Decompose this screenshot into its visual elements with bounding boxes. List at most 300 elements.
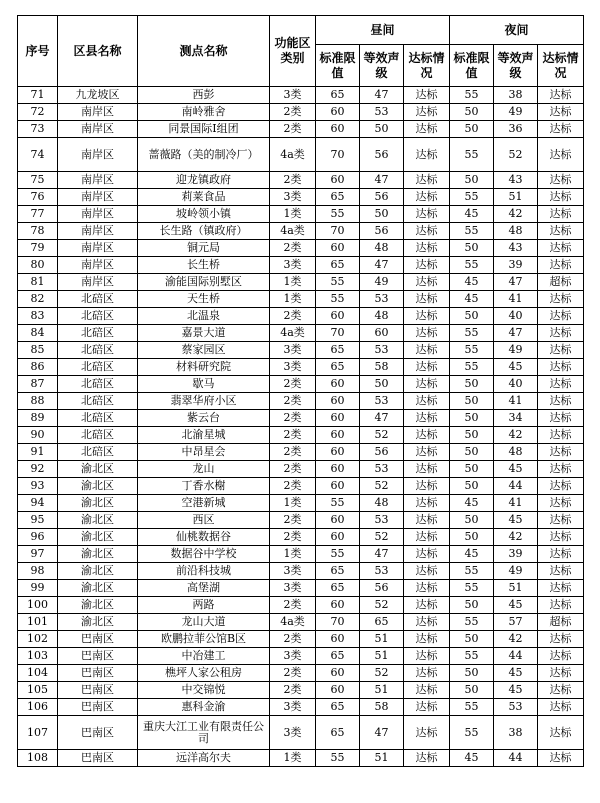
cell-site-name: 樵坪人家公租房 — [138, 665, 270, 682]
cell-night-limit: 50 — [450, 529, 494, 546]
cell-night-level: 36 — [494, 121, 538, 138]
cell-day-limit: 60 — [316, 410, 360, 427]
cell-day-status: 达标 — [404, 512, 450, 529]
cell-site-name: 数据谷中学校 — [138, 546, 270, 563]
cell-day-level: 52 — [360, 478, 404, 495]
table-row — [18, 512, 584, 529]
cell-day-level: 53 — [360, 461, 404, 478]
cell-district: 南岸区 — [58, 274, 138, 291]
cell-day-status: 达标 — [404, 648, 450, 665]
cell-function-zone: 2类 — [270, 529, 316, 546]
cell-day-limit: 55 — [316, 546, 360, 563]
cell-site-name: 北温泉 — [138, 308, 270, 325]
cell-night-status: 达标 — [538, 393, 584, 410]
cell-site-name: 长生路（镇政府） — [138, 223, 270, 240]
cell-day-limit: 65 — [316, 716, 360, 750]
cell-night-status: 达标 — [538, 699, 584, 716]
cell-site-name: 同景国际Ⅰ组团 — [138, 121, 270, 138]
table-row — [18, 121, 584, 138]
cell-day-limit: 55 — [316, 206, 360, 223]
cell-site-name: 嘉景大道 — [138, 325, 270, 342]
cell-serial-no: 76 — [18, 189, 58, 206]
table-row — [18, 427, 584, 444]
table-row — [18, 376, 584, 393]
cell-day-limit: 55 — [316, 291, 360, 308]
cell-night-limit: 50 — [450, 121, 494, 138]
cell-site-name: 欧鹏拉菲公馆B区 — [138, 631, 270, 648]
cell-day-status: 达标 — [404, 121, 450, 138]
cell-serial-no: 89 — [18, 410, 58, 427]
cell-day-status: 达标 — [404, 665, 450, 682]
cell-night-limit: 50 — [450, 393, 494, 410]
cell-serial-no: 101 — [18, 614, 58, 631]
cell-night-status: 达标 — [538, 495, 584, 512]
cell-serial-no: 98 — [18, 563, 58, 580]
cell-night-limit: 55 — [450, 614, 494, 631]
cell-site-name: 惠科金渝 — [138, 699, 270, 716]
cell-night-limit: 45 — [450, 291, 494, 308]
cell-night-status: 达标 — [538, 240, 584, 257]
table-row — [18, 529, 584, 546]
cell-site-name: 天生桥 — [138, 291, 270, 308]
cell-day-limit: 60 — [316, 104, 360, 121]
cell-day-status: 达标 — [404, 342, 450, 359]
table-row — [18, 563, 584, 580]
cell-function-zone: 2类 — [270, 427, 316, 444]
cell-site-name: 材料研究院 — [138, 359, 270, 376]
cell-night-status: 达标 — [538, 291, 584, 308]
cell-day-level: 51 — [360, 682, 404, 699]
cell-day-limit: 65 — [316, 699, 360, 716]
cell-day-status: 达标 — [404, 750, 450, 767]
cell-site-name: 蔡家园区 — [138, 342, 270, 359]
cell-function-zone: 2类 — [270, 597, 316, 614]
cell-night-status: 达标 — [538, 563, 584, 580]
noise-monitoring-table — [17, 15, 584, 767]
cell-district: 北碚区 — [58, 359, 138, 376]
cell-night-level: 38 — [494, 716, 538, 750]
cell-district: 南岸区 — [58, 240, 138, 257]
cell-function-zone: 3类 — [270, 189, 316, 206]
cell-district: 南岸区 — [58, 206, 138, 223]
cell-serial-no: 103 — [18, 648, 58, 665]
table-row — [18, 172, 584, 189]
table-row — [18, 291, 584, 308]
cell-day-status: 达标 — [404, 257, 450, 274]
header-daytime: 昼间 — [316, 16, 450, 45]
cell-serial-no: 92 — [18, 461, 58, 478]
cell-function-zone: 2类 — [270, 308, 316, 325]
cell-site-name: 西彭 — [138, 87, 270, 104]
cell-serial-no: 73 — [18, 121, 58, 138]
cell-day-level: 56 — [360, 444, 404, 461]
cell-function-zone: 1类 — [270, 206, 316, 223]
table-row — [18, 87, 584, 104]
cell-district: 渝北区 — [58, 597, 138, 614]
cell-site-name: 高堡湖 — [138, 580, 270, 597]
cell-night-status: 达标 — [538, 206, 584, 223]
cell-day-limit: 60 — [316, 427, 360, 444]
cell-district: 南岸区 — [58, 104, 138, 121]
cell-night-level: 47 — [494, 325, 538, 342]
cell-day-level: 56 — [360, 580, 404, 597]
cell-site-name: 龙山大道 — [138, 614, 270, 631]
cell-night-level: 53 — [494, 699, 538, 716]
cell-day-level: 48 — [360, 308, 404, 325]
cell-night-status: 达标 — [538, 631, 584, 648]
cell-function-zone: 1类 — [270, 750, 316, 767]
cell-serial-no: 77 — [18, 206, 58, 223]
cell-night-limit: 55 — [450, 699, 494, 716]
cell-district: 北碚区 — [58, 427, 138, 444]
cell-night-level: 41 — [494, 393, 538, 410]
cell-district: 巴南区 — [58, 665, 138, 682]
cell-night-limit: 45 — [450, 546, 494, 563]
cell-day-status: 达标 — [404, 461, 450, 478]
cell-day-level: 53 — [360, 393, 404, 410]
cell-day-status: 达标 — [404, 87, 450, 104]
cell-night-status: 达标 — [538, 172, 584, 189]
cell-day-level: 52 — [360, 427, 404, 444]
cell-function-zone: 1类 — [270, 291, 316, 308]
cell-district: 南岸区 — [58, 121, 138, 138]
cell-night-limit: 45 — [450, 495, 494, 512]
cell-night-limit: 50 — [450, 308, 494, 325]
cell-site-name: 铜元局 — [138, 240, 270, 257]
cell-site-name: 龙山 — [138, 461, 270, 478]
cell-night-limit: 55 — [450, 189, 494, 206]
table-row — [18, 393, 584, 410]
table-row — [18, 240, 584, 257]
cell-day-limit: 60 — [316, 376, 360, 393]
cell-district: 巴南区 — [58, 631, 138, 648]
cell-night-limit: 50 — [450, 240, 494, 257]
cell-night-level: 45 — [494, 512, 538, 529]
cell-district: 渝北区 — [58, 478, 138, 495]
cell-site-name: 蔷薇路（美的制冷厂） — [138, 138, 270, 172]
cell-night-status: 达标 — [538, 359, 584, 376]
cell-day-level: 47 — [360, 546, 404, 563]
cell-day-status: 达标 — [404, 393, 450, 410]
cell-night-level: 45 — [494, 682, 538, 699]
cell-day-status: 达标 — [404, 138, 450, 172]
cell-site-name: 南岭雅舍 — [138, 104, 270, 121]
cell-site-name: 前沿科技城 — [138, 563, 270, 580]
cell-night-status: 达标 — [538, 342, 584, 359]
table-row — [18, 206, 584, 223]
cell-function-zone: 2类 — [270, 393, 316, 410]
cell-day-status: 达标 — [404, 240, 450, 257]
cell-site-name: 仙桃数据谷 — [138, 529, 270, 546]
cell-function-zone: 4a类 — [270, 325, 316, 342]
cell-night-limit: 45 — [450, 750, 494, 767]
cell-night-level: 51 — [494, 189, 538, 206]
cell-day-level: 52 — [360, 597, 404, 614]
cell-day-status: 达标 — [404, 410, 450, 427]
cell-district: 巴南区 — [58, 648, 138, 665]
cell-district: 九龙坡区 — [58, 87, 138, 104]
cell-night-status: 达标 — [538, 376, 584, 393]
cell-district: 渝北区 — [58, 495, 138, 512]
cell-function-zone: 1类 — [270, 274, 316, 291]
cell-night-status: 达标 — [538, 716, 584, 750]
table-row — [18, 478, 584, 495]
cell-night-status: 达标 — [538, 580, 584, 597]
cell-night-level: 34 — [494, 410, 538, 427]
cell-night-status: 达标 — [538, 308, 584, 325]
cell-site-name: 迎龙镇政府 — [138, 172, 270, 189]
cell-day-limit: 65 — [316, 87, 360, 104]
cell-night-level: 40 — [494, 308, 538, 325]
table-row — [18, 342, 584, 359]
cell-serial-no: 86 — [18, 359, 58, 376]
table-row — [18, 614, 584, 631]
cell-day-limit: 55 — [316, 274, 360, 291]
cell-serial-no: 108 — [18, 750, 58, 767]
cell-day-limit: 60 — [316, 121, 360, 138]
cell-night-level: 41 — [494, 291, 538, 308]
cell-site-name: 长生桥 — [138, 257, 270, 274]
cell-night-status: 达标 — [538, 325, 584, 342]
cell-serial-no: 72 — [18, 104, 58, 121]
cell-day-limit: 60 — [316, 172, 360, 189]
cell-serial-no: 84 — [18, 325, 58, 342]
cell-night-level: 45 — [494, 359, 538, 376]
cell-district: 北碚区 — [58, 444, 138, 461]
cell-day-limit: 65 — [316, 580, 360, 597]
cell-day-limit: 65 — [316, 563, 360, 580]
cell-night-level: 42 — [494, 206, 538, 223]
cell-day-level: 56 — [360, 189, 404, 206]
cell-day-limit: 60 — [316, 393, 360, 410]
cell-serial-no: 104 — [18, 665, 58, 682]
cell-day-limit: 60 — [316, 597, 360, 614]
table-row — [18, 359, 584, 376]
cell-site-name: 远洋高尔夫 — [138, 750, 270, 767]
cell-night-level: 41 — [494, 495, 538, 512]
cell-district: 渝北区 — [58, 461, 138, 478]
cell-site-name: 渝能国际别墅区 — [138, 274, 270, 291]
cell-night-status: 达标 — [538, 512, 584, 529]
cell-night-limit: 50 — [450, 682, 494, 699]
table-row — [18, 444, 584, 461]
cell-district: 渝北区 — [58, 529, 138, 546]
cell-night-level: 45 — [494, 597, 538, 614]
cell-day-limit: 60 — [316, 682, 360, 699]
header-nighttime: 夜间 — [450, 16, 584, 45]
table-row — [18, 189, 584, 206]
cell-serial-no: 81 — [18, 274, 58, 291]
cell-night-level: 42 — [494, 427, 538, 444]
cell-day-status: 达标 — [404, 682, 450, 699]
cell-day-status: 达标 — [404, 597, 450, 614]
cell-day-status: 达标 — [404, 716, 450, 750]
cell-day-status: 达标 — [404, 325, 450, 342]
cell-function-zone: 2类 — [270, 240, 316, 257]
cell-night-limit: 55 — [450, 648, 494, 665]
cell-night-limit: 55 — [450, 342, 494, 359]
cell-serial-no: 97 — [18, 546, 58, 563]
cell-night-limit: 55 — [450, 223, 494, 240]
cell-serial-no: 78 — [18, 223, 58, 240]
cell-day-status: 达标 — [404, 563, 450, 580]
cell-night-status: 达标 — [538, 121, 584, 138]
cell-district: 南岸区 — [58, 257, 138, 274]
header-night-limit: 标准限值 — [450, 45, 494, 87]
cell-night-status: 达标 — [538, 750, 584, 767]
table-row — [18, 665, 584, 682]
cell-night-limit: 50 — [450, 427, 494, 444]
cell-district: 北碚区 — [58, 376, 138, 393]
cell-serial-no: 79 — [18, 240, 58, 257]
cell-day-level: 53 — [360, 512, 404, 529]
cell-night-level: 40 — [494, 376, 538, 393]
cell-night-limit: 55 — [450, 257, 494, 274]
table-row — [18, 104, 584, 121]
cell-function-zone: 2类 — [270, 478, 316, 495]
table-row — [18, 631, 584, 648]
cell-day-limit: 60 — [316, 665, 360, 682]
cell-function-zone: 2类 — [270, 410, 316, 427]
cell-day-limit: 65 — [316, 189, 360, 206]
cell-night-level: 48 — [494, 444, 538, 461]
cell-day-level: 53 — [360, 563, 404, 580]
cell-serial-no: 102 — [18, 631, 58, 648]
cell-site-name: 歇马 — [138, 376, 270, 393]
table-row — [18, 699, 584, 716]
table-header — [18, 16, 584, 87]
header-serial-no: 序号 — [18, 16, 58, 87]
cell-night-limit: 45 — [450, 206, 494, 223]
cell-night-status: 达标 — [538, 257, 584, 274]
table-row — [18, 257, 584, 274]
cell-night-status: 达标 — [538, 597, 584, 614]
cell-night-status: 达标 — [538, 138, 584, 172]
cell-serial-no: 74 — [18, 138, 58, 172]
cell-function-zone: 3类 — [270, 699, 316, 716]
cell-day-limit: 60 — [316, 631, 360, 648]
cell-district: 北碚区 — [58, 325, 138, 342]
cell-day-status: 达标 — [404, 699, 450, 716]
cell-day-limit: 70 — [316, 614, 360, 631]
cell-district: 巴南区 — [58, 682, 138, 699]
cell-day-level: 52 — [360, 665, 404, 682]
cell-serial-no: 99 — [18, 580, 58, 597]
cell-serial-no: 91 — [18, 444, 58, 461]
cell-function-zone: 2类 — [270, 682, 316, 699]
cell-day-level: 53 — [360, 104, 404, 121]
table-row — [18, 580, 584, 597]
cell-function-zone: 2类 — [270, 631, 316, 648]
cell-night-limit: 55 — [450, 87, 494, 104]
cell-day-status: 达标 — [404, 308, 450, 325]
cell-day-status: 达标 — [404, 580, 450, 597]
cell-site-name: 紫云台 — [138, 410, 270, 427]
table-row — [18, 410, 584, 427]
cell-serial-no: 90 — [18, 427, 58, 444]
cell-night-status: 达标 — [538, 665, 584, 682]
cell-day-level: 47 — [360, 257, 404, 274]
cell-function-zone: 2类 — [270, 376, 316, 393]
cell-site-name: 莉莱食品 — [138, 189, 270, 206]
cell-day-level: 48 — [360, 495, 404, 512]
table-row — [18, 546, 584, 563]
cell-serial-no: 95 — [18, 512, 58, 529]
cell-night-level: 43 — [494, 172, 538, 189]
cell-day-status: 达标 — [404, 359, 450, 376]
cell-day-level: 51 — [360, 648, 404, 665]
cell-night-status: 达标 — [538, 189, 584, 206]
cell-day-level: 56 — [360, 223, 404, 240]
cell-district: 渝北区 — [58, 614, 138, 631]
cell-serial-no: 100 — [18, 597, 58, 614]
cell-night-limit: 55 — [450, 325, 494, 342]
cell-site-name: 中昂星会 — [138, 444, 270, 461]
cell-night-status: 达标 — [538, 648, 584, 665]
cell-night-limit: 50 — [450, 597, 494, 614]
cell-night-limit: 45 — [450, 274, 494, 291]
cell-district: 巴南区 — [58, 716, 138, 750]
cell-serial-no: 88 — [18, 393, 58, 410]
cell-district: 北碚区 — [58, 410, 138, 427]
header-night-status: 达标情况 — [538, 45, 584, 87]
cell-day-status: 达标 — [404, 206, 450, 223]
cell-day-limit: 65 — [316, 648, 360, 665]
cell-day-level: 49 — [360, 274, 404, 291]
cell-day-status: 达标 — [404, 189, 450, 206]
table-body — [18, 87, 584, 767]
cell-night-limit: 55 — [450, 359, 494, 376]
cell-day-status: 达标 — [404, 495, 450, 512]
cell-site-name: 空港新城 — [138, 495, 270, 512]
cell-site-name: 北渝星城 — [138, 427, 270, 444]
cell-district: 北碚区 — [58, 291, 138, 308]
cell-night-limit: 55 — [450, 563, 494, 580]
cell-day-level: 47 — [360, 172, 404, 189]
cell-district: 渝北区 — [58, 546, 138, 563]
cell-night-status: 达标 — [538, 682, 584, 699]
cell-day-level: 51 — [360, 750, 404, 767]
cell-function-zone: 3类 — [270, 648, 316, 665]
cell-night-status: 达标 — [538, 478, 584, 495]
cell-serial-no: 75 — [18, 172, 58, 189]
cell-function-zone: 2类 — [270, 665, 316, 682]
cell-site-name: 两路 — [138, 597, 270, 614]
cell-serial-no: 82 — [18, 291, 58, 308]
cell-night-limit: 55 — [450, 580, 494, 597]
cell-day-level: 47 — [360, 410, 404, 427]
cell-day-limit: 70 — [316, 138, 360, 172]
table-row — [18, 716, 584, 750]
header-day-level: 等效声级 — [360, 45, 404, 87]
cell-night-limit: 55 — [450, 716, 494, 750]
cell-night-level: 42 — [494, 631, 538, 648]
cell-night-limit: 50 — [450, 444, 494, 461]
cell-day-status: 达标 — [404, 376, 450, 393]
cell-night-status: 超标 — [538, 274, 584, 291]
cell-day-status: 达标 — [404, 546, 450, 563]
cell-day-level: 52 — [360, 529, 404, 546]
cell-function-zone: 3类 — [270, 359, 316, 376]
cell-site-name: 中交锦悦 — [138, 682, 270, 699]
cell-night-level: 44 — [494, 750, 538, 767]
cell-site-name: 丁香水榭 — [138, 478, 270, 495]
cell-district: 南岸区 — [58, 172, 138, 189]
cell-night-level: 42 — [494, 529, 538, 546]
cell-night-level: 49 — [494, 342, 538, 359]
cell-function-zone: 2类 — [270, 512, 316, 529]
cell-district: 南岸区 — [58, 138, 138, 172]
